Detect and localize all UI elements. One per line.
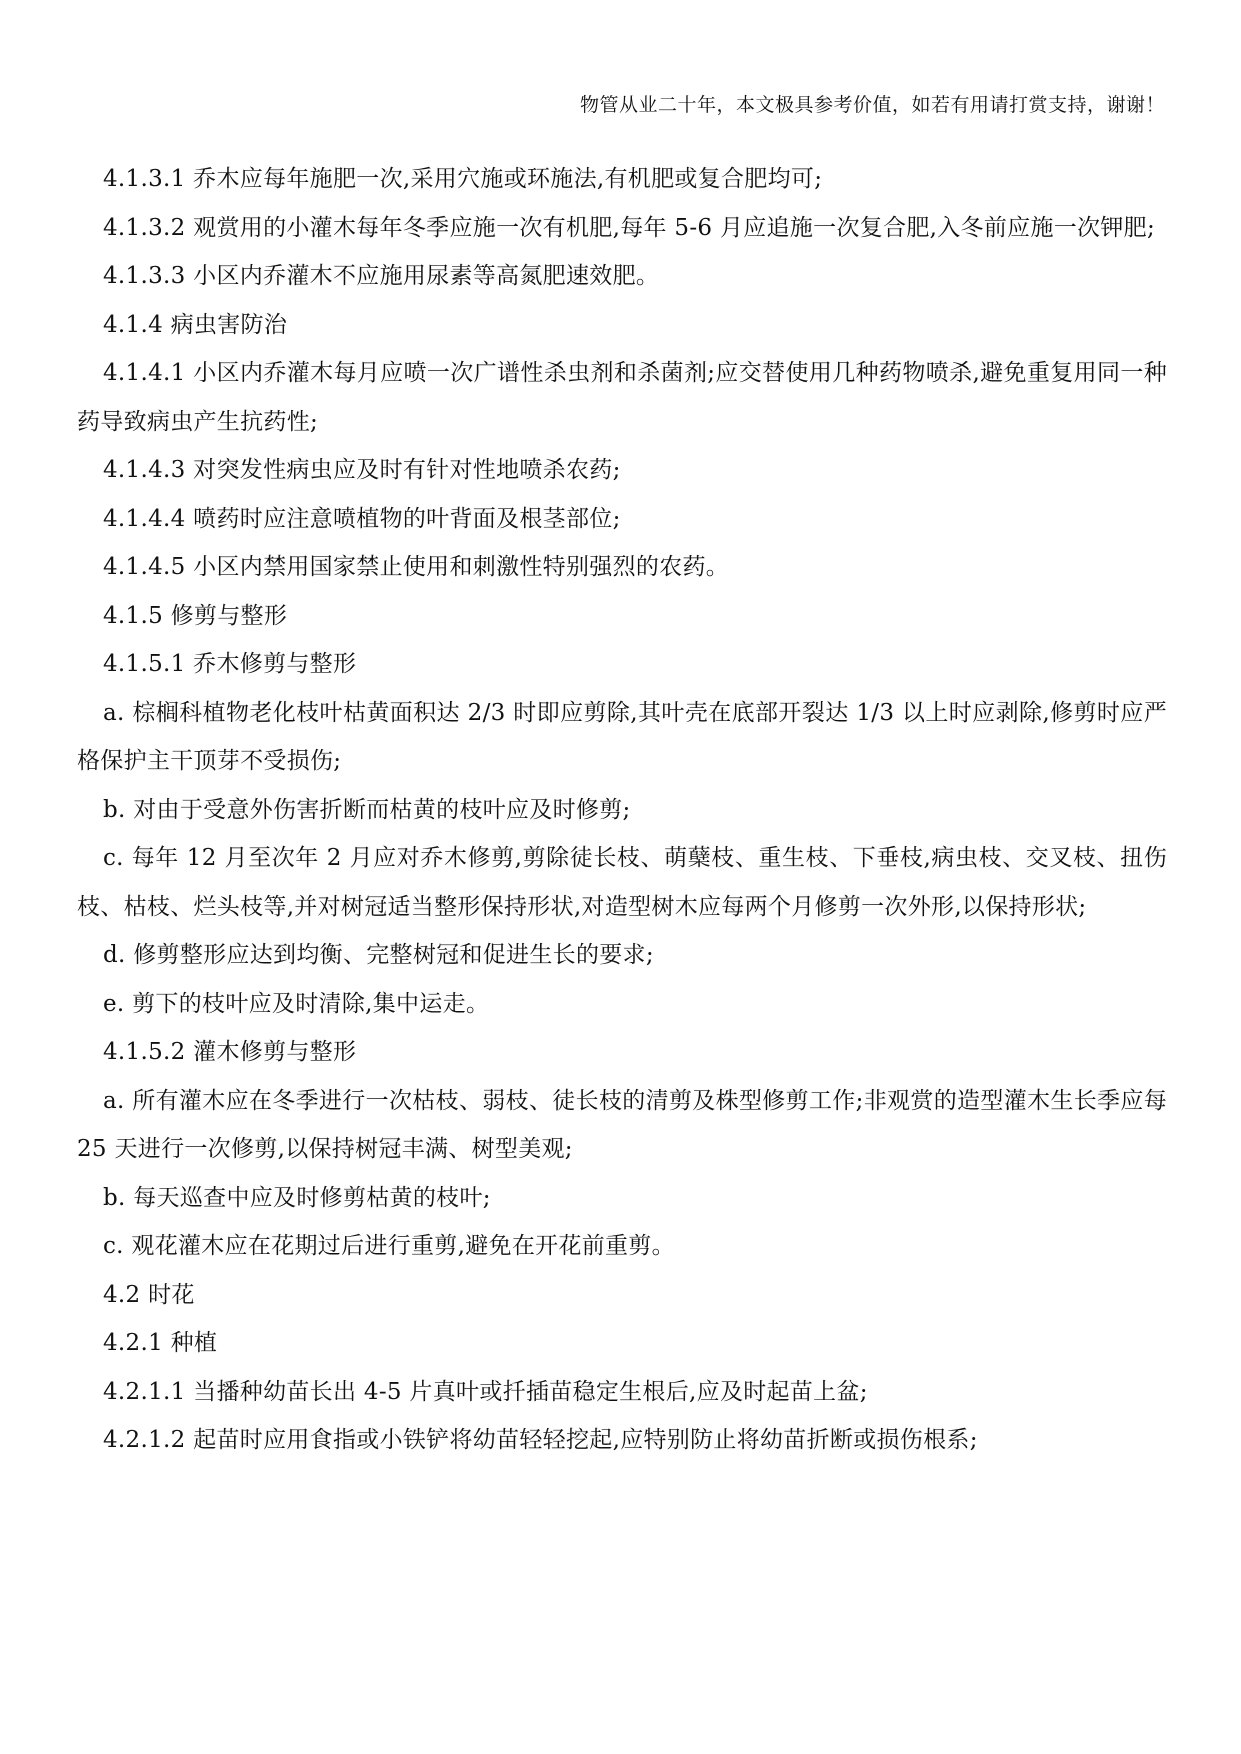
section-heading: 4.2.1 种植	[103, 1330, 218, 1356]
list-item: c. 观花灌木应在花期过后进行重剪,避免在开花前重剪。	[103, 1233, 675, 1259]
list-item: b. 每天巡查中应及时修剪枯黄的枝叶;	[103, 1184, 491, 1211]
list-item: b. 对由于受意外伤害折断而枯黄的枝叶应及时修剪;	[103, 796, 631, 823]
header-note: 物管从业二十年，本文极具参考价值，如若有用请打赏支持，谢谢！	[579, 94, 1165, 116]
list-item: c. 每年 12 月至次年 2 月应对乔木修剪,剪除徒长枝、萌蘖枝、重生枝、下垂枝,病虫枝、交叉枝、扭伤枝、枯枝、烂头枝等,并对树冠适当整形保持形状,对造型树木应每两个月修剪一次外形,以保持形状;	[77, 845, 1167, 920]
list-item: a. 棕榈科植物老化枝叶枯黄面积达 2/3 时即应剪除,其叶壳在底部开裂达 1/3 以上时应剥除,修剪时应严格保护主干顶芽不受损伤;	[77, 699, 1167, 774]
section-heading: 4.2 时花	[103, 1281, 195, 1308]
list-item: d. 修剪整形应达到均衡、完整树冠和促进生长的要求;	[103, 942, 654, 968]
paragraph: 4.1.4.4 喷药时应注意喷植物的叶背面及根茎部位;	[103, 505, 621, 532]
list-item: e. 剪下的枝叶应及时清除,集中运走。	[103, 990, 490, 1017]
paragraph: 4.2.1.2 起苗时应用食指或小铁铲将幼苗轻轻挖起,应特别防止将幼苗折断或损伤根系;	[103, 1427, 978, 1453]
section-heading: 4.1.4 病虫害防治	[103, 311, 288, 338]
list-item: a. 所有灌木应在冬季进行一次枯枝、弱枝、徒长枝的清剪及株型修剪工作;非观赏的造型灌木生长季应每 25 天进行一次修剪,以保持树冠丰满、树型美观;	[77, 1087, 1167, 1162]
paragraph: 4.1.4.5 小区内禁用国家禁止使用和刺激性特别强烈的农药。	[103, 554, 730, 580]
paragraph: 4.1.3.3 小区内乔灌木不应施用尿素等高氮肥速效肥。	[103, 263, 660, 289]
paragraph: 4.2.1.1 当播种幼苗长出 4-5 片真叶或扦插苗稳定生根后,应及时起苗上盆;	[103, 1378, 868, 1405]
document-body	[77, 155, 1167, 1465]
paragraph: 4.1.4.3 对突发性病虫应及时有针对性地喷杀农药;	[103, 457, 621, 483]
paragraph: 4.1.3.2 观赏用的小灌木每年冬季应施一次有机肥,每年 5-6 月应追施一次复合肥,入冬前应施一次钾肥;	[103, 214, 1156, 241]
section-heading: 4.1.5.1 乔木修剪与整形	[103, 651, 357, 677]
section-heading: 4.1.5 修剪与整形	[103, 602, 288, 629]
paragraph: 4.1.3.1 乔木应每年施肥一次,采用穴施或环施法,有机肥或复合肥均可;	[103, 166, 823, 192]
section-heading: 4.1.5.2 灌木修剪与整形	[103, 1039, 357, 1065]
paragraph: 4.1.4.1 小区内乔灌木每月应喷一次广谱性杀虫剂和杀菌剂;应交替使用几种药物喷杀,避免重复用同一种药导致病虫产生抗药性;	[77, 360, 1167, 435]
